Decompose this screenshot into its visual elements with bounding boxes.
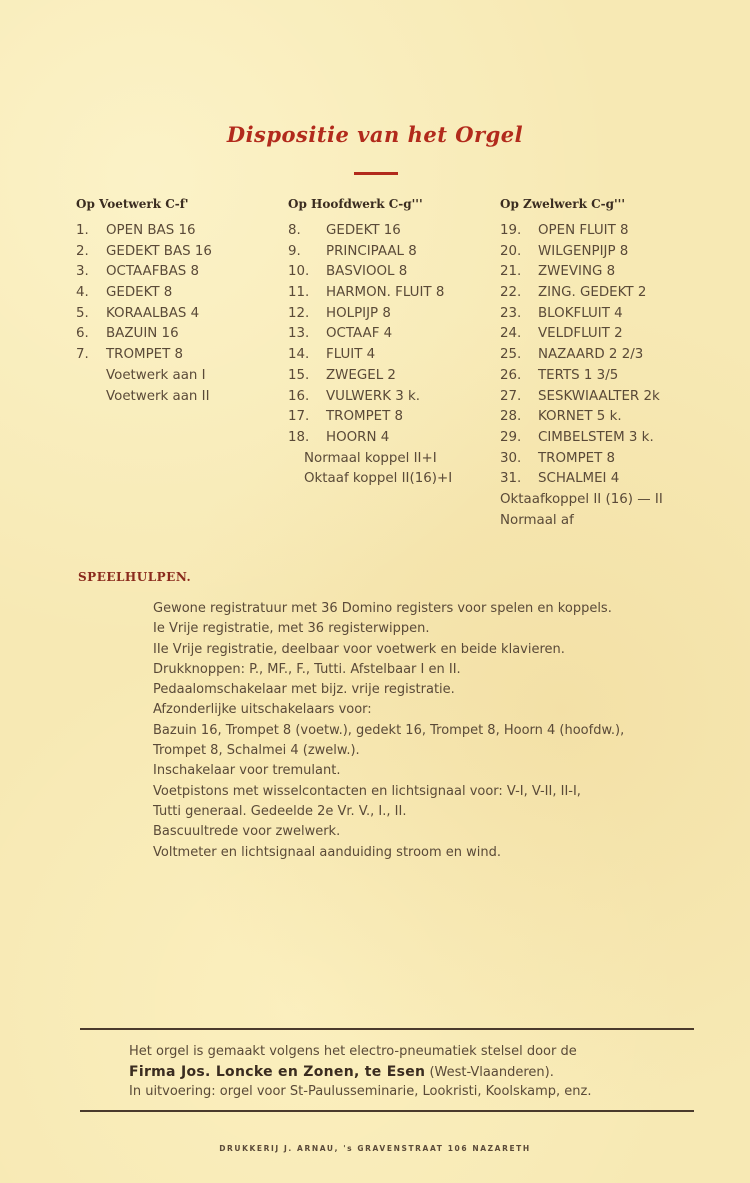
stop-row <box>288 407 493 428</box>
stop-row <box>288 324 493 345</box>
stop-number: 24. <box>500 326 522 342</box>
coupler-line: Voetwerk aan I <box>106 367 206 383</box>
firm-name: Firma Jos. Loncke en Zonen, te Esen <box>129 1064 426 1080</box>
stop-name: VULWERK 3 k. <box>326 388 421 404</box>
stop-name: OCTAAFBAS 8 <box>106 264 200 280</box>
stop-name: HOORN 4 <box>326 429 390 445</box>
printer-imprint: DRUKKERIJ J. ARNAU, 's GRAVENSTRAAT 106 NAZARETH <box>219 1144 531 1153</box>
stop-name: SCHALMEI 4 <box>538 471 620 487</box>
stop-number: 27. <box>500 388 522 404</box>
stop-row <box>76 345 276 366</box>
coupler-line: Normaal koppel II+I <box>304 450 437 466</box>
speelhulp-line: Trompet 8, Schalmei 4 (zwelw.). <box>153 743 360 759</box>
stop-number: 23. <box>500 305 522 321</box>
stop-row <box>76 283 276 304</box>
stop-row <box>288 242 493 263</box>
stop-number: 2. <box>76 243 89 259</box>
stop-number: 6. <box>76 326 89 342</box>
maker-box <box>80 1028 694 1112</box>
stop-row <box>76 242 276 263</box>
page-title: Dispositie van het Orgel <box>226 122 524 147</box>
stop-name: OPEN FLUIT 8 <box>538 223 629 238</box>
column-voetwerk <box>76 197 276 407</box>
speelhulp-line: Voetpistons met wisselcontacten en lichtsignaal voor: V-I, V-II, II-I, <box>153 783 581 799</box>
stop-row <box>288 428 493 449</box>
stop-name: GEDEKT 16 <box>326 223 401 238</box>
stop-number: 30. <box>500 450 522 466</box>
stop-name: BASVIOOL 8 <box>326 264 408 280</box>
stop-name: CIMBELSTEM 3 k. <box>538 429 654 445</box>
speelhulp-line: Inschakelaar voor tremulant. <box>153 763 341 779</box>
stop-row <box>500 387 720 408</box>
stop-name: VELDFLUIT 2 <box>538 326 623 342</box>
stop-name: TROMPET 8 <box>538 450 616 466</box>
maker-line-3: In uitvoering: orgel voor St-Paulusseminarie, Lookristi, Koolskamp, enz. <box>129 1084 592 1099</box>
stop-row <box>500 221 720 242</box>
stop-row <box>500 304 720 325</box>
stop-number: 26. <box>500 367 522 383</box>
stop-name: KORNET 5 k. <box>538 409 622 425</box>
stop-number: 7. <box>76 347 89 363</box>
stop-row <box>500 283 720 304</box>
stop-row <box>288 387 493 408</box>
stop-row <box>500 262 720 283</box>
title-underline <box>354 172 398 175</box>
stop-number: 28. <box>500 409 522 425</box>
speelhulpen-heading: SPEELHULPEN. <box>78 570 192 584</box>
stop-row <box>288 345 493 366</box>
stop-name: ZWEVING 8 <box>538 264 616 280</box>
stop-number: 29. <box>500 429 522 445</box>
stop-row <box>288 283 493 304</box>
stop-name: HARMON. FLUIT 8 <box>326 285 445 301</box>
stop-number: 15. <box>288 367 310 383</box>
speelhulp-line: Gewone registratuur met 36 Domino registers voor spelen en koppels. <box>153 601 612 616</box>
stop-number: 4. <box>76 285 89 301</box>
stop-row <box>76 221 276 242</box>
firm-region: (West-Vlaanderen). <box>429 1065 554 1080</box>
maker-line-2 <box>129 1062 694 1082</box>
stop-number: 5. <box>76 305 89 321</box>
coupler-line: Oktaaf koppel II(16)+I <box>304 471 453 487</box>
stop-name: SESKWIAALTER 2k <box>538 388 660 404</box>
stop-number: 1. <box>76 223 89 238</box>
stop-number: 17. <box>288 409 310 425</box>
speelhulpen-list <box>153 599 713 863</box>
speelhulp-line: Pedaalomschakelaar met bijz. vrije registratie. <box>153 682 455 698</box>
stop-row <box>288 221 493 242</box>
stop-name: KORAALBAS 4 <box>106 305 200 321</box>
stop-row <box>500 469 720 490</box>
speelhulp-line: Bascuultrede voor zwelwerk. <box>153 824 341 840</box>
speelhulp-line: Afzonderlijke uitschakelaars voor: <box>153 702 372 718</box>
coupler-line: Oktaafkoppel II (16) — II <box>500 491 663 507</box>
stop-row <box>76 262 276 283</box>
stop-number: 18. <box>288 429 310 445</box>
stop-number: 12. <box>288 305 310 321</box>
column-heading: Op Voetwerk C-f' <box>76 197 189 211</box>
stop-number: 16. <box>288 388 310 404</box>
stop-row <box>500 242 720 263</box>
stop-number: 19. <box>500 223 522 238</box>
column-heading: Op Zwelwerk C-g''' <box>500 197 626 211</box>
speelhulp-line: IIe Vrije registratie, deelbaar voor voetwerk en beide klavieren. <box>153 641 565 657</box>
stop-row <box>76 304 276 325</box>
stop-row <box>500 324 720 345</box>
stop-row <box>288 262 493 283</box>
stop-name: TROMPET 8 <box>106 347 184 363</box>
stop-number: 31. <box>500 471 522 487</box>
stop-number: 21. <box>500 264 522 280</box>
stop-name: OCTAAF 4 <box>326 326 393 342</box>
stop-number: 11. <box>288 285 310 301</box>
stop-row <box>76 324 276 345</box>
stop-number: 20. <box>500 243 522 259</box>
stop-number: 22. <box>500 285 522 301</box>
stop-name: HOLPIJP 8 <box>326 305 391 321</box>
stop-number: 3. <box>76 264 89 280</box>
speelhulp-line: Drukknoppen: P., MF., F., Tutti. Afstelbaar I en II. <box>153 661 461 677</box>
column-heading: Op Hoofdwerk C-g''' <box>288 197 423 211</box>
stop-row <box>500 449 720 470</box>
speelhulp-line: Tutti generaal. Gedeelde 2e Vr. V., I., II. <box>153 803 407 819</box>
stop-name: OPEN BAS 16 <box>106 223 196 238</box>
stop-name: TERTS 1 3/5 <box>538 367 619 383</box>
stop-row <box>500 366 720 387</box>
stop-name: ZWEGEL 2 <box>326 367 396 383</box>
stop-row <box>500 345 720 366</box>
stop-name: NAZAARD 2 2/3 <box>538 347 644 363</box>
stop-name: BLOKFLUIT 4 <box>538 305 623 321</box>
stop-number: 14. <box>288 347 310 363</box>
column-hoofdwerk <box>288 197 493 490</box>
stop-name: GEDEKT 8 <box>106 285 173 301</box>
stop-number: 9. <box>288 243 301 259</box>
stop-name: ZING. GEDEKT 2 <box>538 285 647 301</box>
stop-name: TROMPET 8 <box>326 409 404 425</box>
stop-name: WILGENPIJP 8 <box>538 243 629 259</box>
stop-row <box>288 366 493 387</box>
stop-number: 25. <box>500 347 522 363</box>
stop-name: PRINCIPAAL 8 <box>326 243 417 259</box>
speelhulp-line: Bazuin 16, Trompet 8 (voetw.), gedekt 16, Trompet 8, Hoorn 4 (hoofdw.), <box>153 722 625 738</box>
stop-row <box>288 304 493 325</box>
stop-number: 13. <box>288 326 310 342</box>
stop-number: 8. <box>288 223 301 238</box>
coupler-line: Voetwerk aan II <box>106 388 210 404</box>
stop-row <box>500 428 720 449</box>
stop-name: GEDEKT BAS 16 <box>106 243 212 259</box>
maker-line-1: Het orgel is gemaakt volgens het electro-pneumatiek stelsel door de <box>129 1044 577 1059</box>
speelhulp-line: Ie Vrije registratie, met 36 registerwippen. <box>153 621 430 637</box>
stop-name: FLUIT 4 <box>326 347 376 363</box>
coupler-line: Normaal af <box>500 512 574 528</box>
stop-name: BAZUIN 16 <box>106 326 179 342</box>
speelhulp-line: Voltmeter en lichtsignaal aanduiding stroom en wind. <box>153 844 502 860</box>
column-zwelwerk <box>500 197 720 531</box>
stop-number: 10. <box>288 264 310 280</box>
stop-row <box>500 407 720 428</box>
